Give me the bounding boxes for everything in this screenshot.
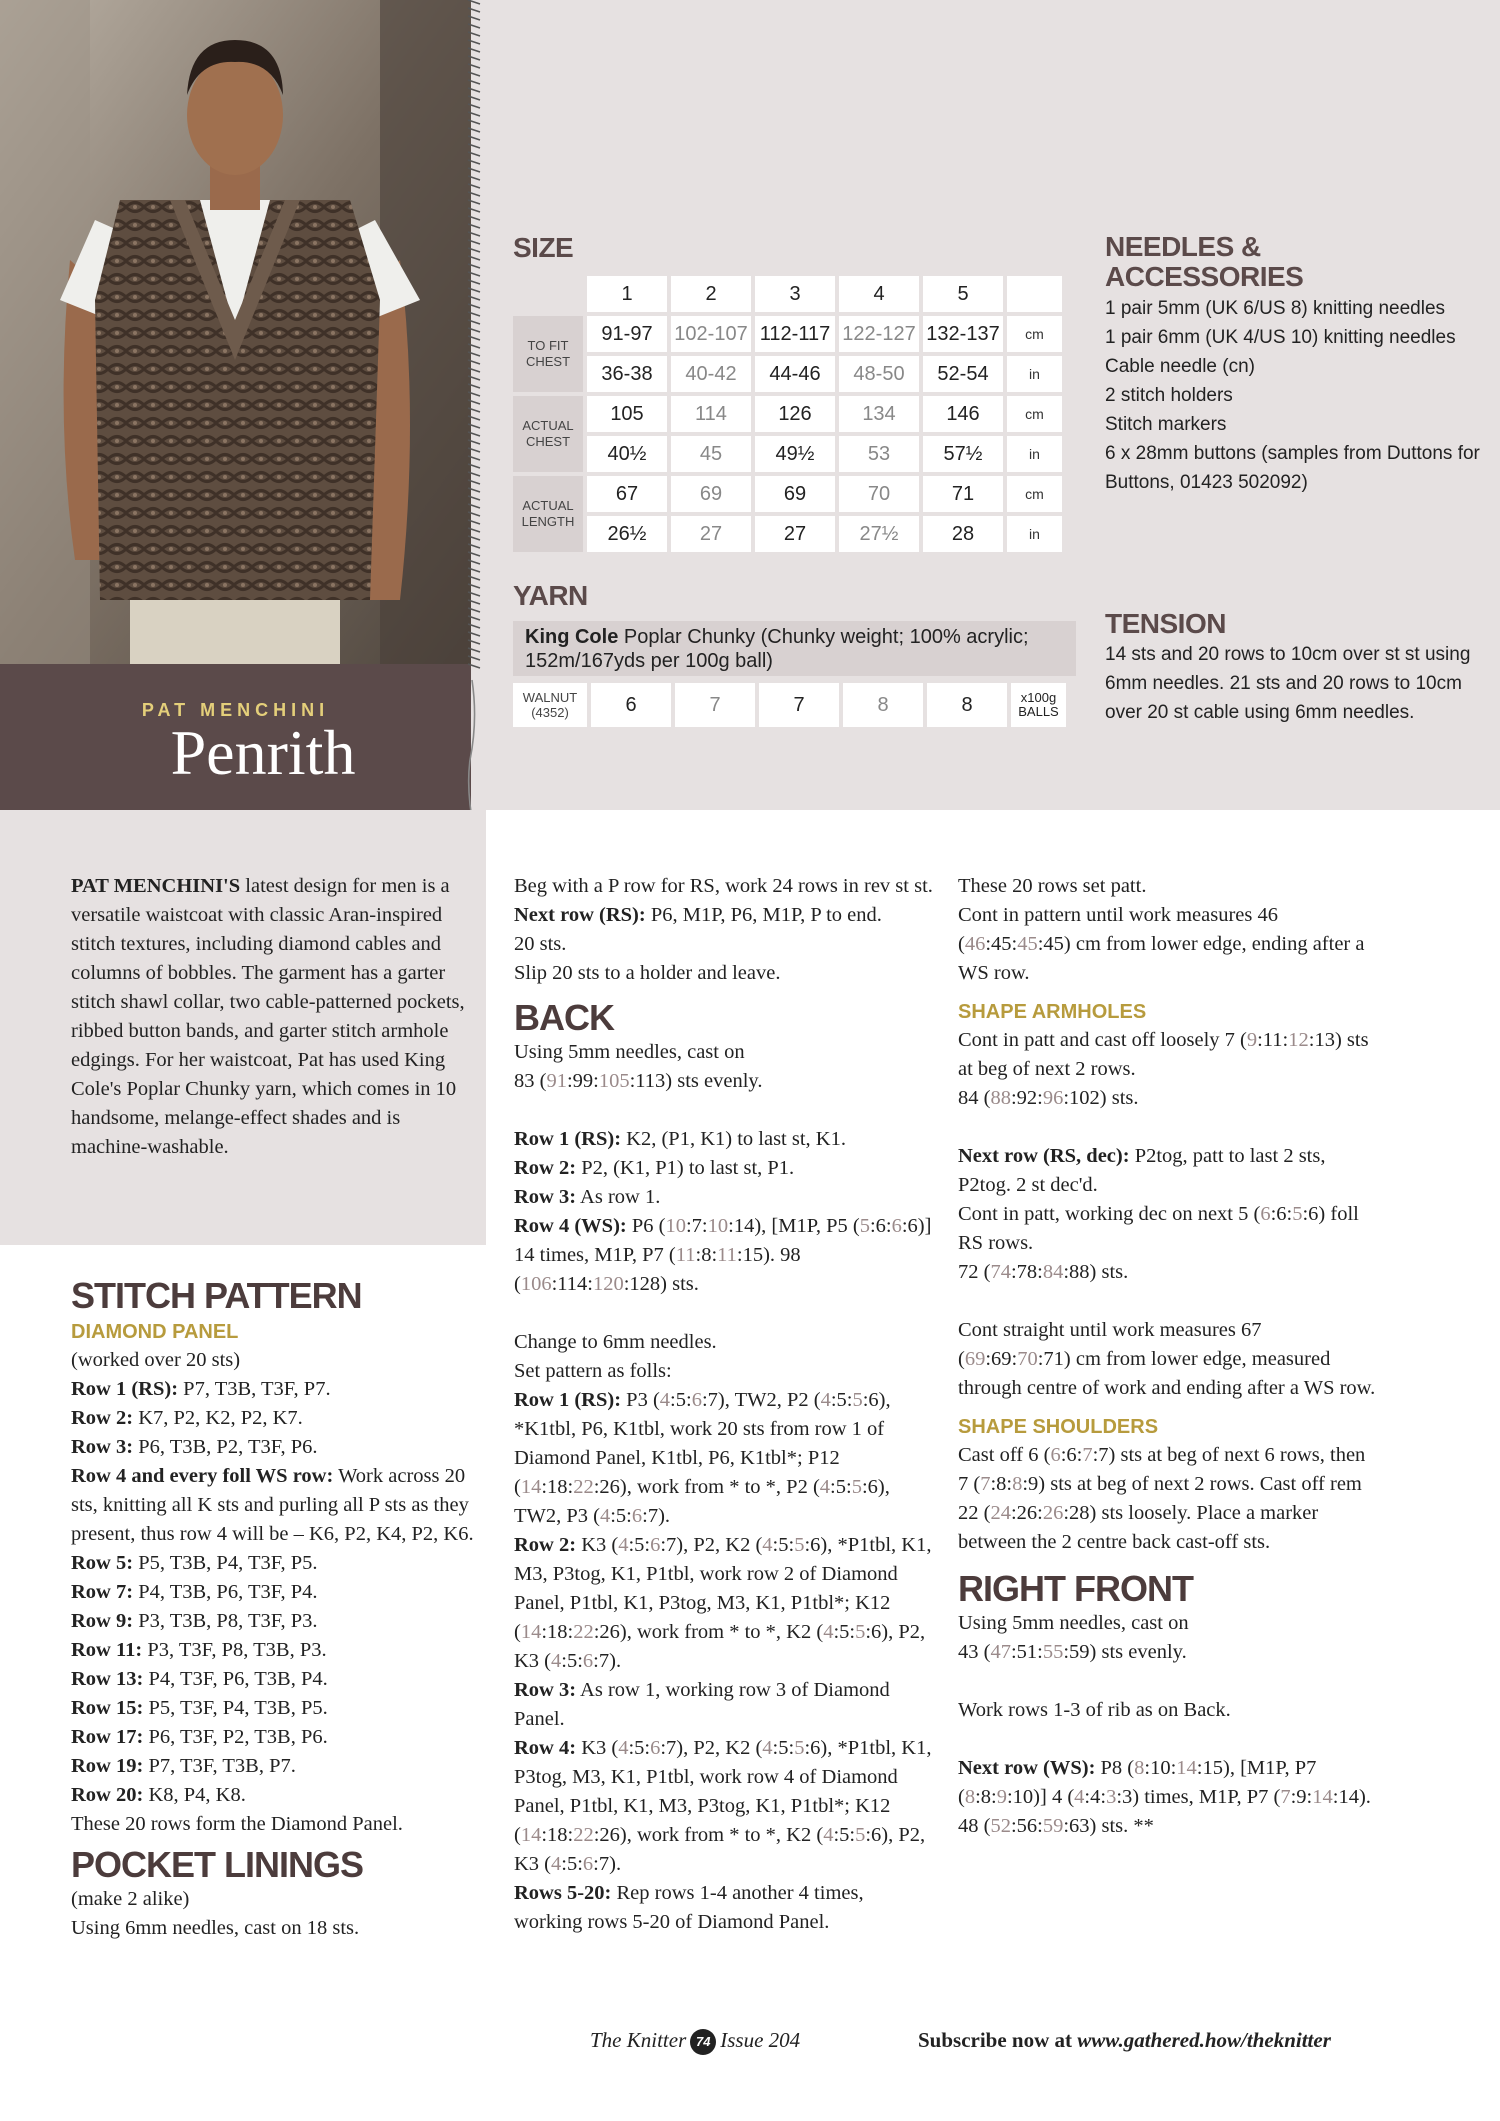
pocket-note: (make 2 alike) (71, 1888, 190, 1910)
pocket-slip: Slip 20 sts to a holder and leave. (514, 962, 781, 984)
unit-cell: in (1007, 436, 1062, 472)
pocket-linings-heading: POCKET LININGS (71, 1844, 364, 1885)
unit-cell: cm (1007, 396, 1062, 432)
footer-subscribe (918, 2028, 1331, 2053)
title-box (0, 664, 471, 810)
list-item: Row 1 (RS): P3 (4:5:6:7), TW2, P2 (4:5:5:6), *K1tbl, P6, K1tbl, work 20 sts from row 1 of Diamond Panel, K1tbl, P6, K1tbl*; P12 (14:18:22:26), work from * to *, P2 (4:5:5:6), TW2, P3 (4:5:6:7). (514, 1389, 891, 1527)
subscribe-label: Subscribe now at (918, 2028, 1078, 2052)
list-item: Stitch markers (1105, 414, 1227, 435)
list-item: Row 3: As row 1, working row 3 of Diamond Panel. (514, 1679, 890, 1730)
size-label: 2 (671, 276, 751, 312)
table-cell: 26½ (587, 516, 667, 552)
table-row (513, 516, 1062, 552)
shade-name: WALNUT (522, 690, 578, 705)
pocket-sts: 20 sts. (514, 933, 567, 955)
panel-closing: These 20 rows form the Diamond Panel. (71, 1813, 403, 1835)
list-item: Set pattern as folls: (514, 1360, 672, 1382)
needles-heading: ACCESSORIES (1105, 261, 1304, 292)
list-item: Row 9: P3, T3B, P8, T3F, P3. (71, 1610, 318, 1632)
size-label: 4 (839, 276, 919, 312)
table-cell: 8 (843, 683, 923, 727)
list-item: Row 4 and every foll WS row: Work across 20 sts, knitting all K sts and purling all P sts as they present, thus row 4 will be – K6, P2, K4, P2, K6. (71, 1465, 474, 1545)
table-cell: 27 (671, 516, 751, 552)
table-cell: 36-38 (587, 356, 667, 392)
table-cell: 53 (839, 436, 919, 472)
pocket-step: Beg with a P row for RS, work 24 rows in rev st st. (514, 875, 933, 897)
list-item: Rows 5-20: Rep rows 1-4 another 4 times, working rows 5-20 of Diamond Panel. (514, 1882, 864, 1933)
table-cell: 45 (671, 436, 751, 472)
size-heading: SIZE (513, 232, 574, 263)
list-item: Next row (WS): P8 (8:10:14:15), [M1P, P7 (8:8:9:10)] 4 (4:4:3:3) times, M1P, P7 (7:9:14:14). 48 (52:56:59:63) sts. ** (958, 1757, 1371, 1837)
table-cell: 27 (755, 516, 835, 552)
subscribe-link[interactable]: www.gathered.how/theknitter (1077, 2028, 1331, 2052)
list-item: Cont in pattern until work measures 46 (46:45:45:45) cm from lower edge, ending after a WS row. (958, 904, 1365, 984)
table-cell: 7 (759, 683, 839, 727)
table-cell: 52-54 (923, 356, 1003, 392)
unit-cell: cm (1007, 476, 1062, 512)
intro-text (71, 872, 471, 1162)
list-item: Row 20: K8, P4, K8. (71, 1784, 246, 1806)
list-item: These 20 rows set patt. (958, 875, 1147, 897)
list-item: Work rows 1-3 of rib as on Back. (958, 1699, 1231, 1721)
list-item: Row 4 (WS): P6 (10:7:10:14), [M1P, P5 (5:6:6:6)] 14 times, M1P, P7 (11:8:11:15). 98 (106:114:120:128) sts. (514, 1215, 932, 1295)
list-item: Row 15: P5, T3F, P4, T3B, P5. (71, 1697, 328, 1719)
shape-armholes-heading: SHAPE ARMHOLES (958, 1001, 1147, 1023)
table-row (513, 436, 1062, 472)
list-item: Using 5mm needles, cast on 43 (47:51:55:59) sts evenly. (958, 1612, 1189, 1663)
unit-cell: in (1007, 356, 1062, 392)
model-photo (0, 0, 471, 664)
size-label: 5 (923, 276, 1003, 312)
table-cell: 105 (587, 396, 667, 432)
tension-section (1105, 608, 1485, 727)
table-row (513, 316, 1062, 352)
stitch-pattern-heading: STITCH PATTERN (71, 1275, 362, 1316)
table-cell: 126 (755, 396, 835, 432)
diamond-panel-heading: DIAMOND PANEL (71, 1321, 239, 1343)
table-cell: 71 (923, 476, 1003, 512)
table-cell: 40-42 (671, 356, 751, 392)
table-cell: 132-137 (923, 316, 1003, 352)
list-item: 6 x 28mm buttons (samples from Duttons for Buttons, 01423 502092) (1105, 443, 1480, 493)
list-item: Cable needle (cn) (1105, 356, 1255, 377)
list-item: Change to 6mm needles. (514, 1331, 717, 1353)
list-item: Row 1 (RS): P7, T3B, T3F, P7. (71, 1378, 331, 1400)
table-cell: 67 (587, 476, 667, 512)
table-cell: 70 (839, 476, 919, 512)
list-item: Row 1 (RS): K2, (P1, K1) to last st, K1. (514, 1128, 846, 1150)
list-item: Row 2: K7, P2, K2, P2, K7. (71, 1407, 303, 1429)
panel-note: (worked over 20 sts) (71, 1349, 241, 1371)
table-cell: 146 (923, 396, 1003, 432)
intro-body: latest design for men is a versatile waistcoat with classic Aran-inspired stitch textures, including diamond cables and columns of bobbles. The garment has a garter stitch shawl collar, two cable-patterned pockets, ribbed button bands, and garter stitch armhole edgings. For her waistcoat, Pat has used King Cole's Poplar Chunky yarn, which comes in 10 handsome, melange-effect shades and is machine-washable. (71, 875, 465, 1158)
list-item: 1 pair 5mm (UK 6/US 8) knitting needles (1105, 298, 1446, 319)
footer-magazine (590, 2028, 800, 2055)
table-cell: 114 (671, 396, 751, 432)
yarn-details: Poplar Chunky (Chunky weight; 100% acrylic; 152m/167yds per 100g ball) (525, 626, 1029, 672)
table-cell: 8 (927, 683, 1007, 727)
table-cell: 69 (755, 476, 835, 512)
table-cell: 69 (671, 476, 751, 512)
table-cell: 7 (675, 683, 755, 727)
table-cell: 112-117 (755, 316, 835, 352)
table-row (513, 356, 1062, 392)
shaping-column (958, 872, 1378, 1841)
right-front-heading: RIGHT FRONT (958, 1568, 1193, 1609)
table-cell: 57½ (923, 436, 1003, 472)
unit-line: x100g (1020, 690, 1057, 705)
yarn-quantity-table (509, 679, 1070, 731)
tension-heading: TENSION (1105, 608, 1226, 639)
pocket-cast-on: Using 6mm needles, cast on 18 sts. (71, 1917, 360, 1939)
table-cell: 102-107 (671, 316, 751, 352)
size-table (509, 272, 1066, 556)
yarn-brand: King Cole (525, 626, 619, 648)
page-number: 74 (690, 2029, 716, 2055)
table-cell: 49½ (755, 436, 835, 472)
list-item: Row 19: P7, T3F, T3B, P7. (71, 1755, 296, 1777)
unit-cell: in (1007, 516, 1062, 552)
table-row (513, 396, 1062, 432)
list-item: 1 pair 6mm (UK 4/US 10) knitting needles (1105, 327, 1456, 348)
table-cell: 134 (839, 396, 919, 432)
list-item: 2 stitch holders (1105, 385, 1233, 406)
shape-shoulders-heading: SHAPE SHOULDERS (958, 1416, 1159, 1438)
yarn-heading: YARN (513, 580, 588, 611)
list-item: Row 3: P6, T3B, P2, T3F, P6. (71, 1436, 318, 1458)
row-group-label: ACTUAL CHEST (513, 396, 583, 472)
back-cast-on: Using 5mm needles, cast on 83 (91:99:105:113) sts evenly. (514, 1041, 763, 1092)
magazine-name: The Knitter (590, 2028, 687, 2052)
shade-code: (4352) (531, 705, 569, 720)
list-item: Row 7: P4, T3B, P6, T3F, P4. (71, 1581, 318, 1603)
size-label: 3 (755, 276, 835, 312)
pocket-next-row: Next row (RS): P6, M1P, P6, M1P, P to end. (514, 904, 882, 926)
table-cell: 91-97 (587, 316, 667, 352)
list-item: Row 5: P5, T3B, P4, T3F, P5. (71, 1552, 318, 1574)
designer-name: PAT MENCHINI (141, 700, 330, 720)
back-column (514, 872, 934, 1937)
list-item: Row 13: P4, T3F, P6, T3B, P4. (71, 1668, 328, 1690)
list-item: Next row (RS, dec): P2tog, patt to last 2 sts, P2tog. 2 st dec'd. (958, 1145, 1326, 1196)
pattern-title: Penrith (170, 717, 356, 788)
table-cell: 44-46 (755, 356, 835, 392)
table-row (513, 476, 1062, 512)
list-item: Row 11: P3, T3F, P8, T3B, P3. (71, 1639, 327, 1661)
size-header-row (513, 276, 1062, 312)
needles-list (1105, 294, 1485, 497)
stitch-pattern-column (71, 1268, 486, 1943)
table-cell: 27½ (839, 516, 919, 552)
yarn-description (513, 621, 1076, 676)
row-group-label: TO FIT CHEST (513, 316, 583, 392)
list-item: Cont in patt, working dec on next 5 (6:6:5:6) foll RS rows. 72 (74:78:84:88) sts. (958, 1203, 1359, 1283)
back-heading: BACK (514, 997, 614, 1038)
list-item: Row 2: K3 (4:5:6:7), P2, K2 (4:5:5:6), *P1tbl, K1, M3, P3tog, K1, P1tbl, work row 2 of Diamond Panel, P1tbl, K1, P3tog, M3, K1, P1tbl*; K12 (14:18:22:26), work from * to *, K2 (4:5:5:6), P2, K3 (4:5:6:7). (514, 1534, 932, 1672)
unit-cell: cm (1007, 316, 1062, 352)
size-label: 1 (587, 276, 667, 312)
issue-number: Issue 204 (720, 2028, 801, 2052)
needles-heading: NEEDLES & (1105, 231, 1261, 262)
table-cell: 6 (591, 683, 671, 727)
unit-cell (1011, 683, 1066, 727)
list-item: Row 3: As row 1. (514, 1186, 661, 1208)
knitted-waistcoat-model-photo-icon (0, 0, 471, 664)
list-item: Cont in patt and cast off loosely 7 (9:11:12:13) sts at beg of next 2 rows. 84 (88:92:96:102) sts. (958, 1029, 1369, 1109)
unit-line: BALLS (1018, 704, 1059, 719)
list-item: Row 4: K3 (4:5:6:7), P2, K2 (4:5:5:6), *P1tbl, K1, P3tog, M3, K1, P1tbl, work row 4 of Diamond Panel, P1tbl, K1, M3, P3tog, K1, P1tbl*; K12 (14:18:22:26), work from * to *, K2 (4:5:5:6), P2, K3 (4:5:6:7). (514, 1737, 932, 1875)
table-cell: 28 (923, 516, 1003, 552)
tension-text: 14 sts and 20 rows to 10cm over st st using 6mm needles. 21 sts and 20 rows to 10cm over 20 st cable using 6mm needles. (1105, 644, 1471, 723)
list-item: Row 17: P6, T3F, P2, T3B, P6. (71, 1726, 328, 1748)
list-item: Cont straight until work measures 67 (69:69:70:71) cm from lower edge, measured through centre of work and ending after a WS row. (958, 1319, 1376, 1399)
intro-lead: PAT MENCHINI'S (71, 875, 241, 897)
list-item: Row 2: P2, (K1, P1) to last st, P1. (514, 1157, 795, 1179)
table-cell: 122-127 (839, 316, 919, 352)
table-cell: 48-50 (839, 356, 919, 392)
needles-section (1105, 232, 1485, 497)
spiral-binding-icon (462, 0, 486, 830)
table-row (513, 683, 1066, 727)
list-item: Cast off 6 (6:6:7:7) sts at beg of next 6 rows, then 7 (7:8:8:9) sts at beg of next 2 rows. Cast off rem 22 (24:26:26:28) sts loosely. Place a marker between the 2 centre back cast-off sts. (958, 1444, 1366, 1553)
row-group-label: ACTUAL LENGTH (513, 476, 583, 552)
yarn-shade (513, 683, 587, 727)
table-cell: 40½ (587, 436, 667, 472)
